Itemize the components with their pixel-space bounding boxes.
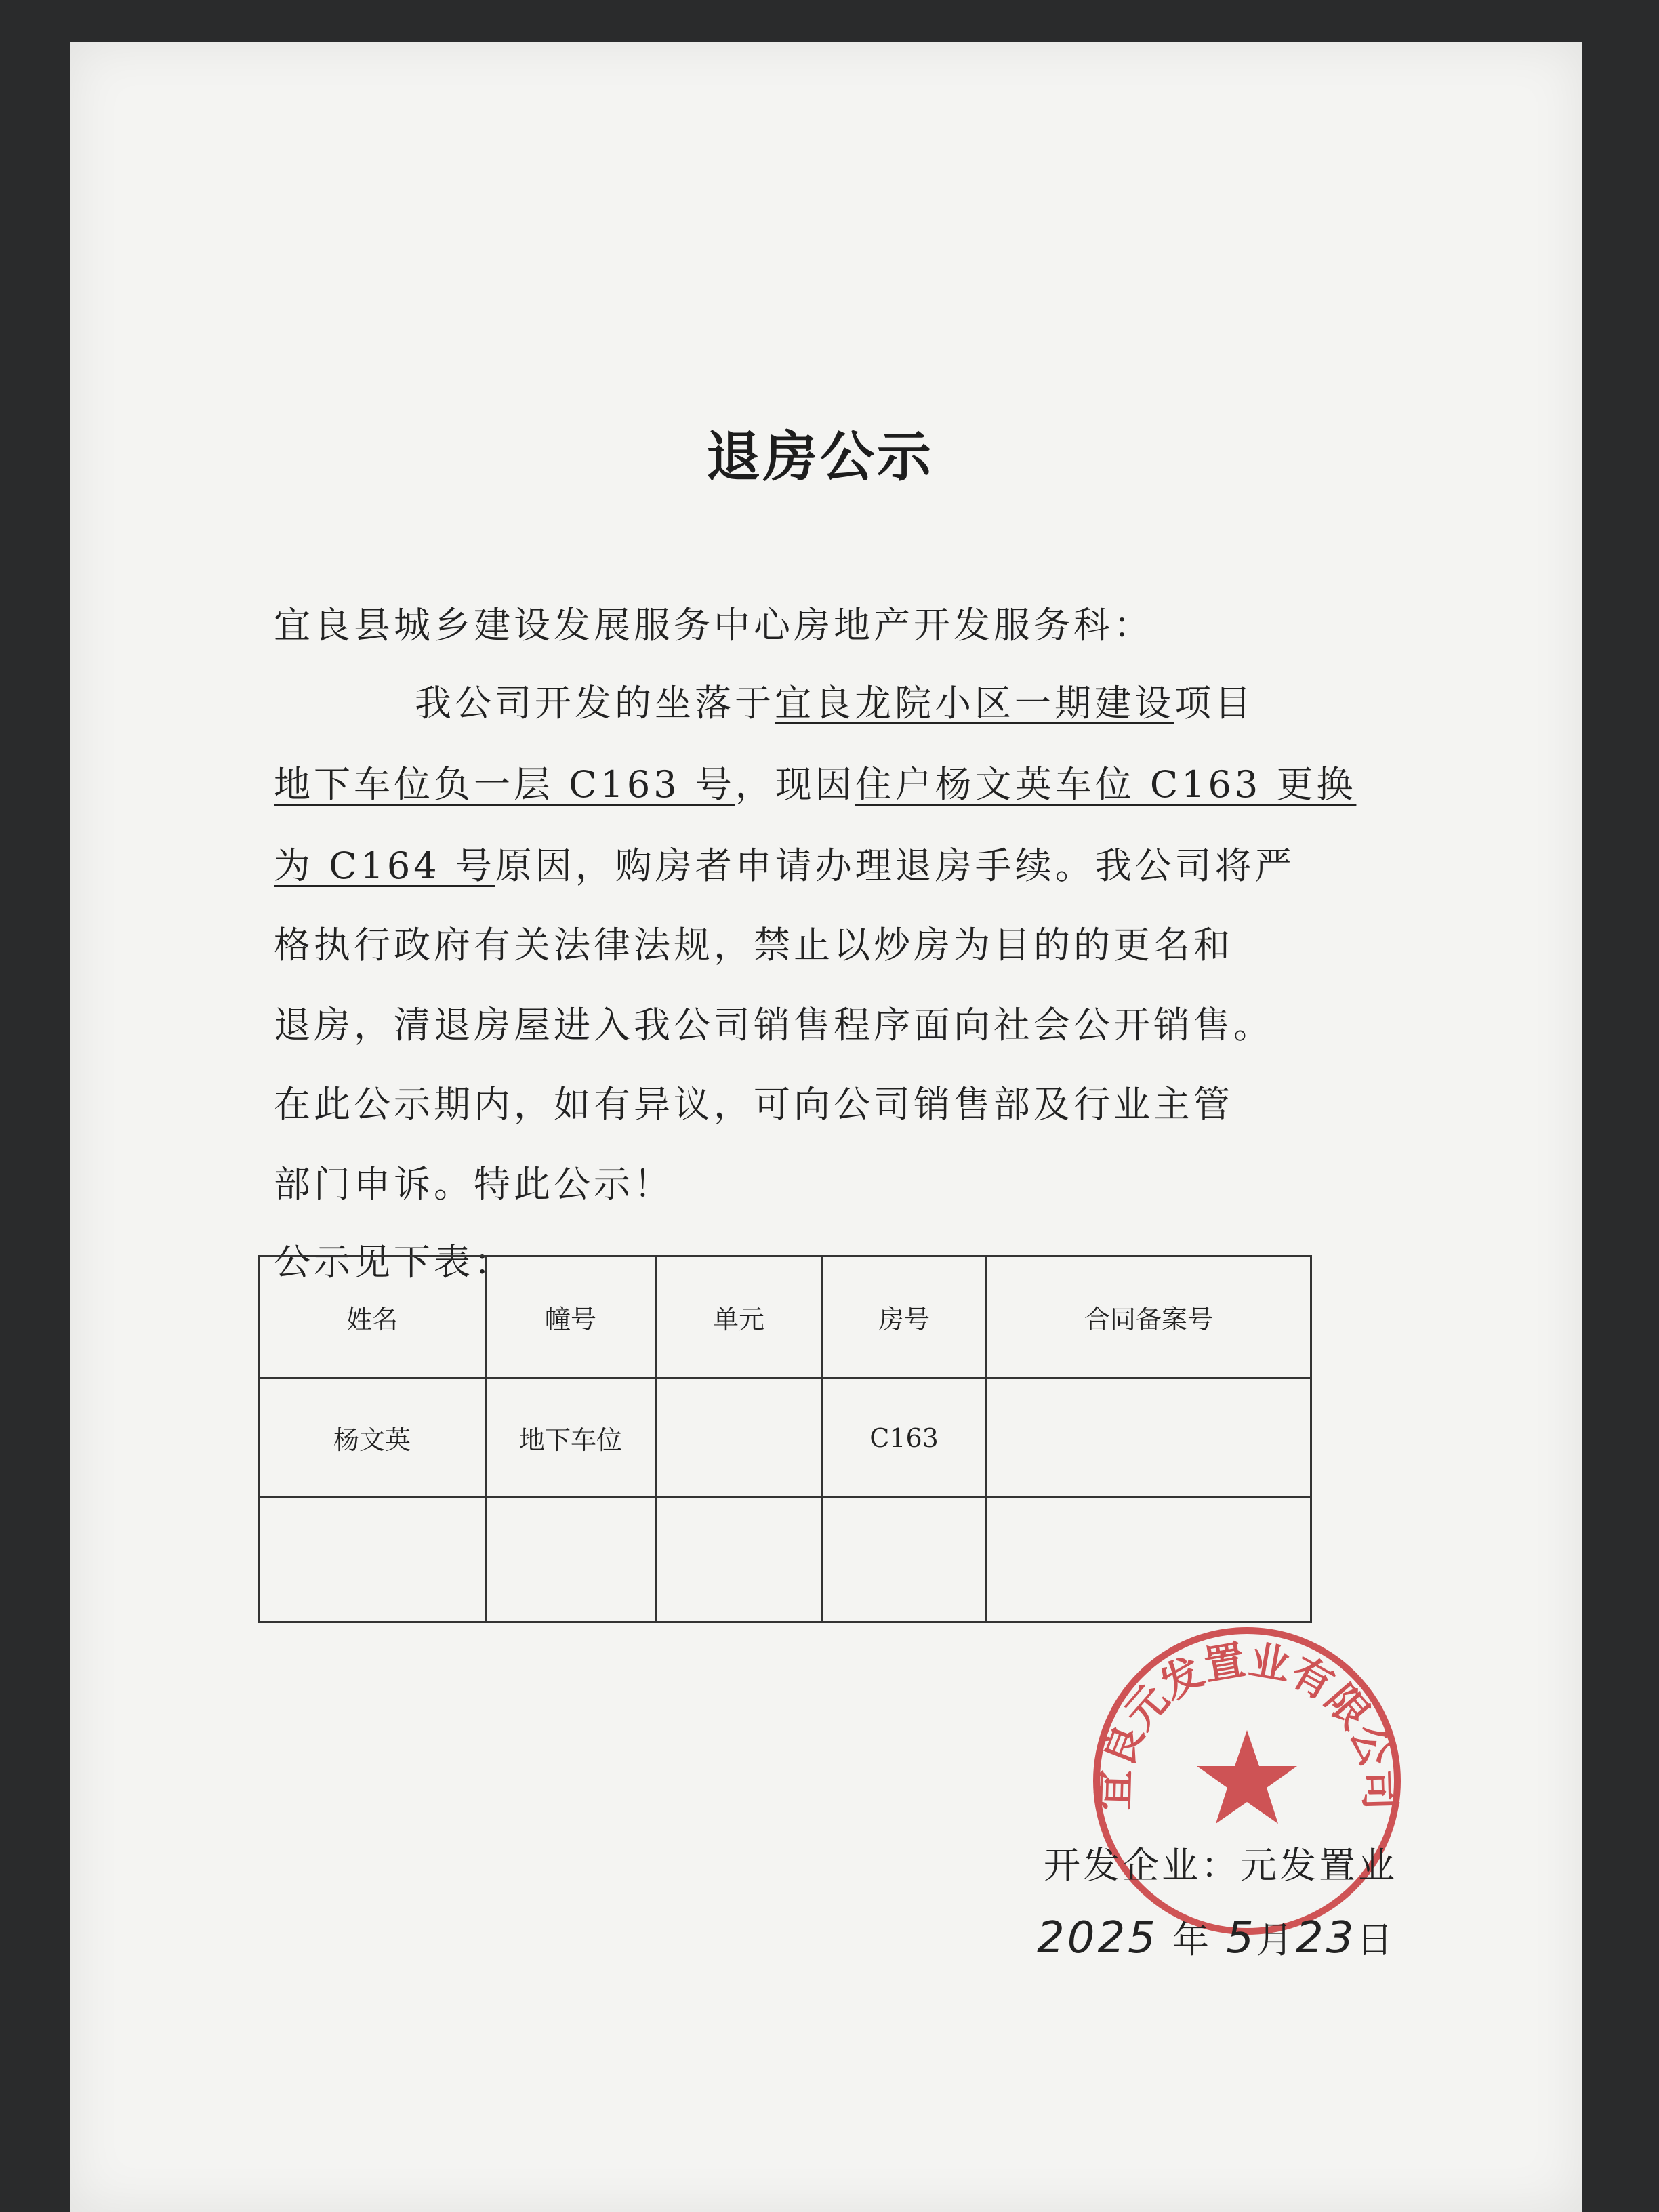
- header-name: 姓名: [259, 1256, 486, 1378]
- body-line-1: [415, 674, 1254, 726]
- cell-building: 地下车位: [486, 1378, 656, 1498]
- notice-table: [258, 1255, 1312, 1623]
- project-name: 宜良龙院小区一期建设: [775, 682, 1174, 724]
- cell-contract: [987, 1378, 1311, 1498]
- cell-unit: [656, 1378, 822, 1498]
- cell-name: 杨文英: [259, 1378, 486, 1498]
- cell-unit: [656, 1498, 822, 1622]
- date-year: 2025: [1037, 1913, 1158, 1963]
- refund-reason-cont: 为 C164 号: [274, 844, 495, 887]
- cell-room: [822, 1498, 987, 1622]
- cell-name: [259, 1498, 486, 1622]
- refund-reason: 住户杨文英车位 C163 更换: [855, 763, 1357, 806]
- seal-star-icon: [1197, 1730, 1297, 1824]
- body-line-7: 部门申诉。特此公示！: [274, 1163, 674, 1206]
- developer-name: 元发置业: [1240, 1844, 1397, 1887]
- header-building: 幢号: [486, 1256, 656, 1378]
- seal-text: 宜良元发置业有限公司: [1090, 1636, 1404, 1811]
- body-line-2: [274, 756, 1356, 808]
- date-line: [1037, 1911, 1395, 1963]
- body-line-6: 在此公示期内，如有异议，可向公司销售部及行业主管: [274, 1083, 1233, 1126]
- body-text: 原因，购房者申请办理退房手续。我公司将严: [495, 844, 1295, 887]
- header-contract: 合同备案号: [987, 1256, 1311, 1378]
- date-month: 5: [1226, 1913, 1256, 1963]
- day-char: 日: [1356, 1919, 1396, 1961]
- body-text: ，现因: [735, 763, 855, 806]
- body-text: 我公司开发的坐落于: [415, 682, 775, 724]
- developer-line: [1044, 1837, 1397, 1889]
- table-intro: 公示见下表：: [274, 1241, 514, 1284]
- recipient-line: 宜良县城乡建设发展服务中心房地产开发服务科：: [274, 604, 1153, 647]
- table-header-row: [259, 1256, 1311, 1378]
- developer-label: 开发企业：: [1044, 1844, 1240, 1887]
- cell-contract: [987, 1498, 1311, 1622]
- header-room: 房号: [822, 1256, 987, 1378]
- month-char: 月: [1256, 1919, 1296, 1961]
- page-title: 退房公示: [706, 426, 934, 489]
- year-char: 年: [1172, 1919, 1212, 1961]
- table-row: [259, 1378, 1311, 1498]
- date-day: 23: [1295, 1913, 1357, 1963]
- header-unit: 单元: [656, 1256, 822, 1378]
- company-seal: [1084, 1618, 1410, 1944]
- body-line-3: [274, 837, 1295, 889]
- table-row: [259, 1498, 1311, 1622]
- body-line-4: 格执行政府有关法律法规，禁止以炒房为目的的更名和: [274, 924, 1233, 966]
- body-text: 项目: [1174, 682, 1254, 724]
- cell-room: C163: [822, 1378, 987, 1498]
- body-line-5: 退房，清退房屋进入我公司销售程序面向社会公开销售。: [274, 1004, 1273, 1046]
- parking-location: 地下车位负一层 C163 号: [274, 763, 735, 806]
- cell-building: [486, 1498, 656, 1622]
